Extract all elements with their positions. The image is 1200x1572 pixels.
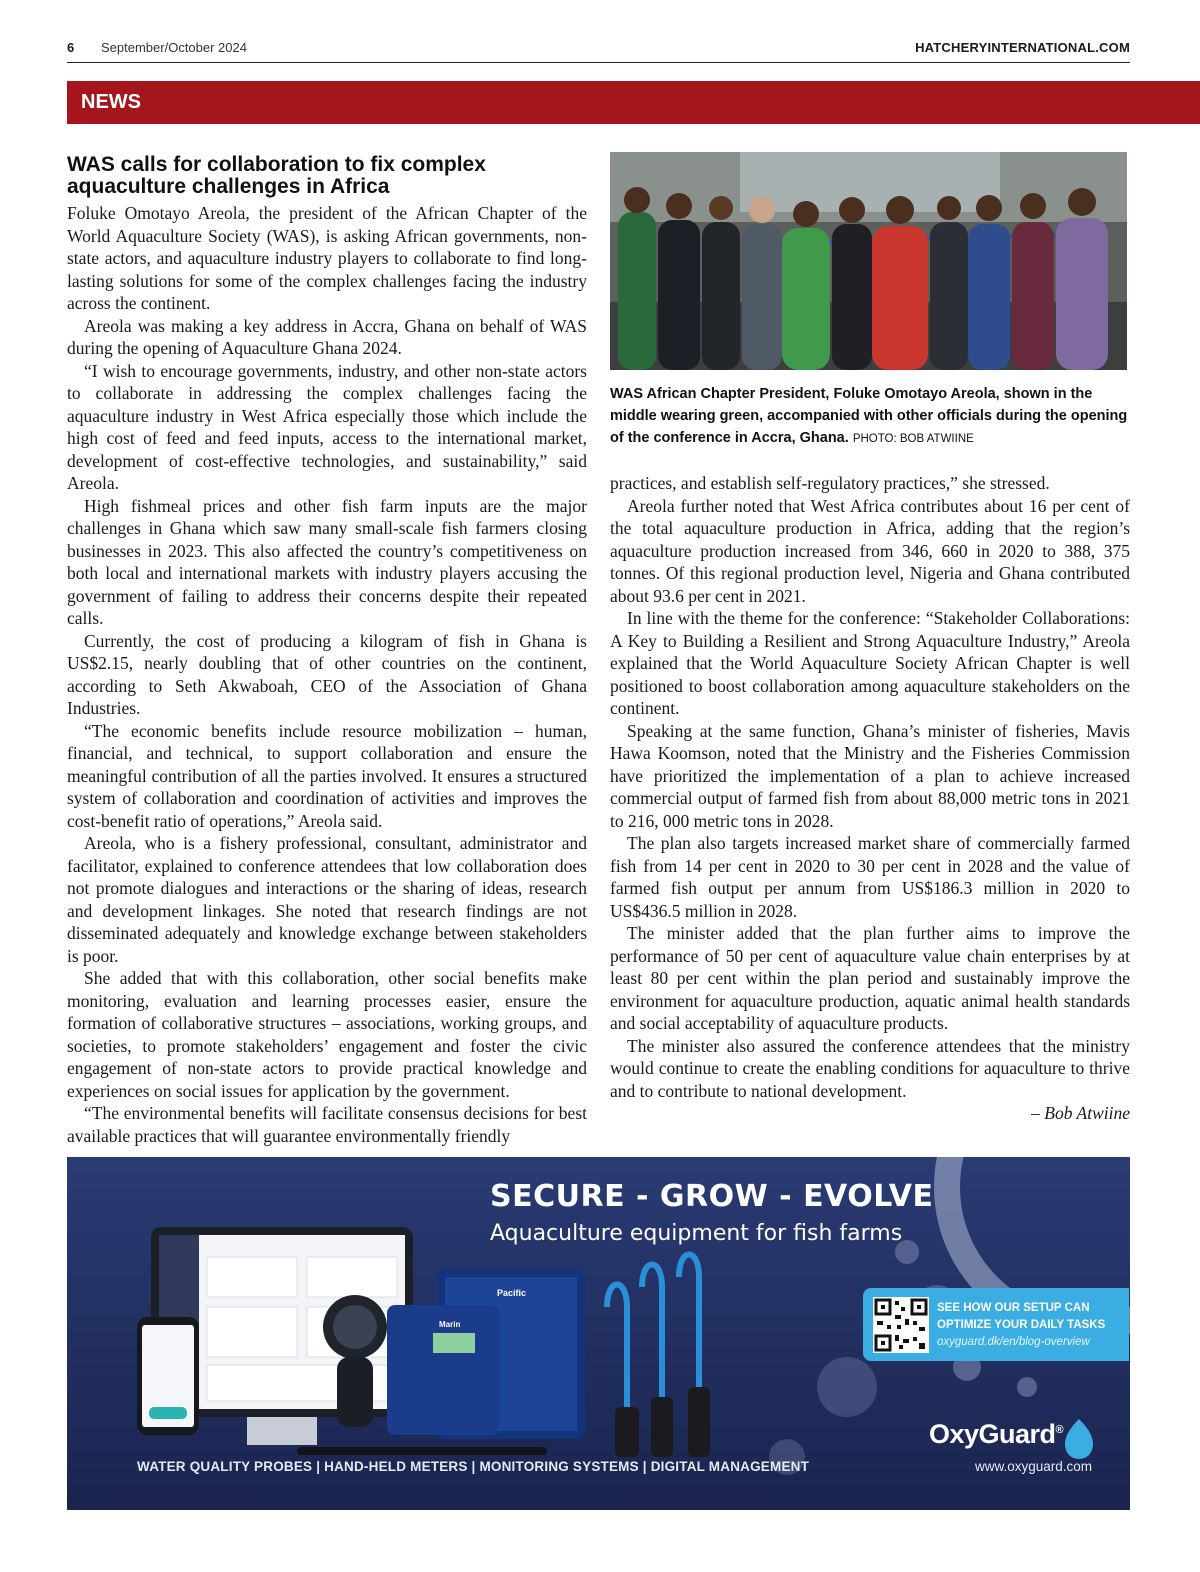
paragraph: The minister also assured the conference attendees that the ministry would continue to create the enabling conditions for aquaculture to thrive and to contribute to national development.: [610, 1035, 1130, 1101]
news-photo: [610, 152, 1127, 370]
site-name: HATCHERYINTERNATIONAL.COM: [915, 40, 1130, 55]
page-header: [67, 36, 1130, 63]
pacific-device-label: Pacific: [497, 1288, 527, 1298]
paragraph: In line with the theme for the conference: “Stakeholder Collaborations: A Key to Building a Resilient and Strong Aquaculture Industry,” Areola explained that the World Aquaculture Society African Chapter is well positioned to boost collaboration among aquaculture stakeholders on the continent.: [610, 608, 1130, 718]
photo-illustration: [610, 152, 1127, 370]
paragraph: Speaking at the same function, Ghana’s minister of fisheries, Mavis Hawa Koomson, noted that the Ministry and the Fisheries Commission have prioritized the implementation of a plan to achieve increased commercial output of farmed fish from about 88,000 metric tons in 2021 to 216, 000 metric tons in 2028.: [610, 720, 1130, 831]
section-title: NEWS: [81, 91, 141, 113]
caption-text: WAS African Chapter President, Foluke Omotayo Areola, shown in the middle wearing green, accompanied with other officials during the opening of the conference in Accra, Ghana.: [610, 386, 1128, 446]
paragraph: The minister added that the plan further aims to improve the performance of 50 per cent of aquaculture value chain enterprises by at least 80 per cent within the plan period and sustainably improve the environment for aquaculture production, aquatic animal health standards and social acceptability of aquaculture products.: [610, 923, 1130, 1033]
brand-name: OxyGuard: [929, 1419, 1056, 1449]
paragraph: She added that with this collaboration, other social benefits make monitoring, evaluation and learning processes easier, ensure the formation of collaborative structures – associations, working groups, and societies, to promote stakeholders’ engagement and foster the civic engagement of non-state actors to provide practical knowledge and experiences on social issues for application by the government.: [67, 968, 587, 1101]
ad-subhead: Aquaculture equipment for fish farms: [490, 1221, 903, 1246]
ad-website-link[interactable]: www.oxyguard.com: [974, 1459, 1092, 1474]
paragraph: “I wish to encourage governments, industry, and other non-state actors to collaborate in addressing the complex challenges facing the aquaculture industry in West Africa especially those which include the high cost of feed and feed inputs, access to the international market, development of cost-effective technologies, and sustainability,” said Areola.: [67, 360, 587, 493]
paragraph: The plan also targets increased market share of commercially farmed fish from 14 per cent in 2020 to 30 per cent in 2028 and the value of farmed fish output per annum from US$186.3 million in 2020 to US$436.5 million in 2028.: [610, 833, 1130, 921]
byline: – Bob Atwiine: [1031, 1103, 1130, 1123]
paragraph: Areola further noted that West Africa contributes about 16 per cent of the total aquaculture production in Africa, adding that the region’s aquaculture production increased from 346, 660 in 2020 to 388, 375 tonnes. Of this regional production level, Nigeria and Ghana contributed about 93.6 per cent in 2021.: [610, 495, 1130, 606]
issue-date: September/October 2024: [101, 40, 247, 55]
paragraph: practices, and establish self-regulatory practices,” she stressed.: [610, 473, 1050, 493]
photo-credit: PHOTO: BOB ATWIINE: [852, 433, 974, 445]
paragraph: Currently, the cost of producing a kilogram of fish in Ghana is US$2.15, nearly doubling that of other countries on the continent, according to Seth Akwaboah, CEO of the Association of Ghana Industries.: [67, 630, 587, 718]
qr-code-icon[interactable]: [873, 1297, 929, 1353]
marin-device-label: Marin: [439, 1320, 461, 1329]
qr-text-line-1: SEE HOW OUR SETUP CAN: [937, 1302, 1090, 1314]
oxyguard-advertisement[interactable]: [67, 1157, 1130, 1510]
qr-url-link[interactable]: oxyguard.dk/en/blog-overview: [937, 1336, 1090, 1348]
article-column-2: [610, 472, 1130, 1125]
article-column-1: [67, 202, 587, 1147]
paragraph: High fishmeal prices and other fish farm inputs are the major challenges in Ghana which saw many small-scale fish farmers closing businesses in 2023. This also affected the country’s competitiveness on both local and international markets with industry players accusing the government of failing to address their concerns despite their repeated calls.: [67, 495, 587, 628]
paragraph: Areola, who is a fishery professional, consultant, administrator and facilitator, explained to conference attendees that low collaboration does not promote dialogues and interactions or the sharing of ideas, research and development linkages. She noted that research findings are not disseminated adequately and knowledge exchange between stakeholders is poor.: [67, 833, 587, 966]
ad-headline: SECURE - GROW - EVOLVE: [490, 1179, 934, 1214]
article-title: WAS calls for collaboration to fix complex aquaculture challenges in Africa: [67, 153, 486, 198]
brand-mark: ®: [1055, 1424, 1064, 1436]
paragraph: Areola was making a key address in Accra, Ghana on behalf of WAS during the opening of Aquaculture Ghana 2024.: [67, 315, 587, 358]
ad-product-list: WATER QUALITY PROBES | HAND-HELD METERS | MONITORING SYSTEMS | DIGITAL MANAGEMENT: [137, 1459, 810, 1474]
section-band: [67, 81, 1200, 124]
page-number: 6: [67, 40, 75, 55]
oxyguard-logo: [929, 1419, 1063, 1450]
paragraph: “The environmental benefits will facilitate consensus decisions for best available practices that will guarantee environmentally friendly: [67, 1103, 587, 1146]
paragraph: Foluke Omotayo Areola, the president of the African Chapter of the World Aquaculture Society (WAS), is asking African governments, non-state actors, and aquaculture industry players to collaborate to find long-lasting solutions for some of the complex challenges facing the industry across the continent.: [67, 203, 587, 313]
paragraph: “The economic benefits include resource mobilization – human, financial, and technical, to support collaboration and ensure the meaningful contribution of all the parties involved. It ensures a structured system of collaboration and coordination of activities and improves the cost-benefit ratio of operations,” Areola said.: [67, 720, 587, 831]
qr-text-line-2: OPTIMIZE YOUR DAILY TASKS: [937, 1319, 1106, 1331]
qr-callout[interactable]: [863, 1288, 1129, 1361]
photo-caption: [610, 383, 1130, 450]
